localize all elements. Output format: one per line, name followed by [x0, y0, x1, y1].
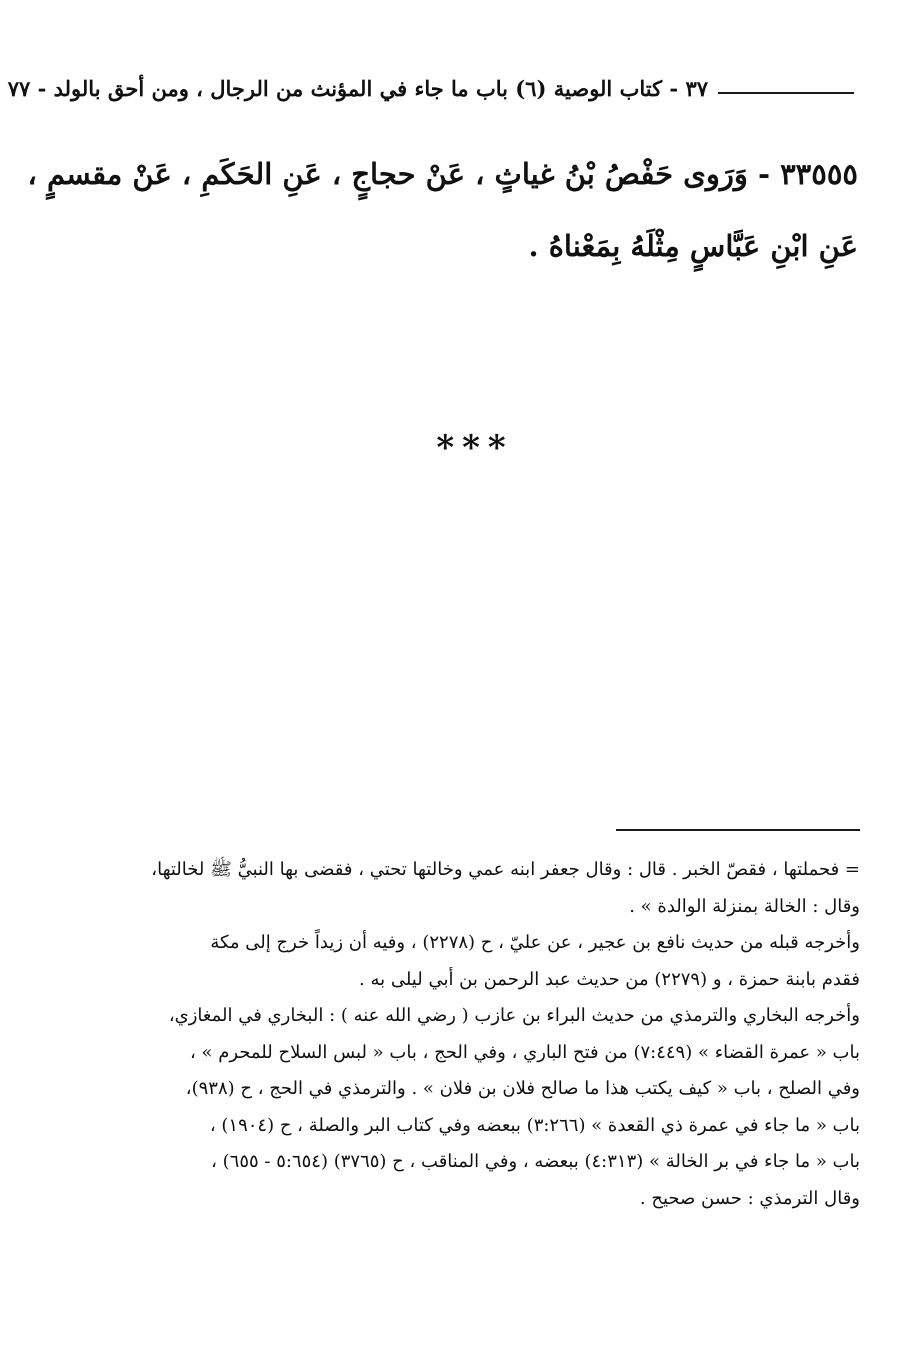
footnote-line: وقال : الخالة بمنزلة الوالدة » .: [629, 895, 860, 917]
footnote-rule: [616, 829, 860, 831]
main-text: [27, 138, 858, 282]
section-separator: ***: [436, 428, 514, 468]
footnote-line: = فحملتها ، فقصّ الخبر . قال : وقال جعفر ابنه عمي وخالتها تحتي ، فقضى بها النبيُّ ﷺ لخالتها،: [151, 859, 860, 880]
running-head: ٣٧ - كتاب الوصية (٦) باب ما جاء في المؤنث من الرجال ، ومن أحق بالولد - ٧٧: [7, 76, 708, 101]
footnote-line: وقال الترمذي : حسن صحيح .: [639, 1187, 860, 1209]
footnote-line: وفي الصلح ، باب « كيف يكتب هذا ما صالح فلان بن فلان » . والترمذي في الحج ، ح (٩٣٨)،: [185, 1078, 860, 1099]
main-line: عَنِ ابْنِ عَبَّاسٍ مِثْلَهُ بِمَعْناهُ .: [528, 229, 858, 263]
footnote-line: باب « ما جاء في عمرة ذي القعدة » (٣:٢٦٦) ببعضه وفي كتاب البر والصلة ، ح (١٩٠٤) ،: [209, 1114, 860, 1136]
footnote-line: باب « ما جاء في بر الخالة » (٤:٣١٣) ببعضه ، وفي المناقب ، ح (٣٧٦٥) (٥:٦٥٤ - ٦٥٥) ،: [211, 1151, 860, 1172]
footnote-line: فقدم بابنة حمزة ، و (٢٢٧٩) من حديث عبد الرحمن بن أبي ليلى به .: [359, 968, 860, 990]
main-line: ٣٣٥٥٥ - وَرَوى حَفْصُ بْنُ غياثٍ ، عَنْ حجاجٍ ، عَنِ الحَكَمِ ، عَنْ مقسمٍ ،: [27, 157, 858, 191]
header-rule: [718, 92, 854, 94]
footnote-line: باب « عمرة القضاء » (٧:٤٤٩) من فتح الباري ، وفي الحج ، باب « لبس السلاح للمحرم » ،: [189, 1041, 860, 1063]
footnote-line: وأخرجه قبله من حديث نافع بن عجير ، عن عليّ ، ح (٢٢٧٨) ، وفيه أن زيداً خرج إلى مكة: [210, 932, 860, 953]
footnote-line: وأخرجه البخاري والترمذي من حديث البراء بن عازب ( رضي الله عنه ) : البخاري في المغازي،: [168, 1005, 860, 1026]
footnotes: [70, 852, 860, 1217]
